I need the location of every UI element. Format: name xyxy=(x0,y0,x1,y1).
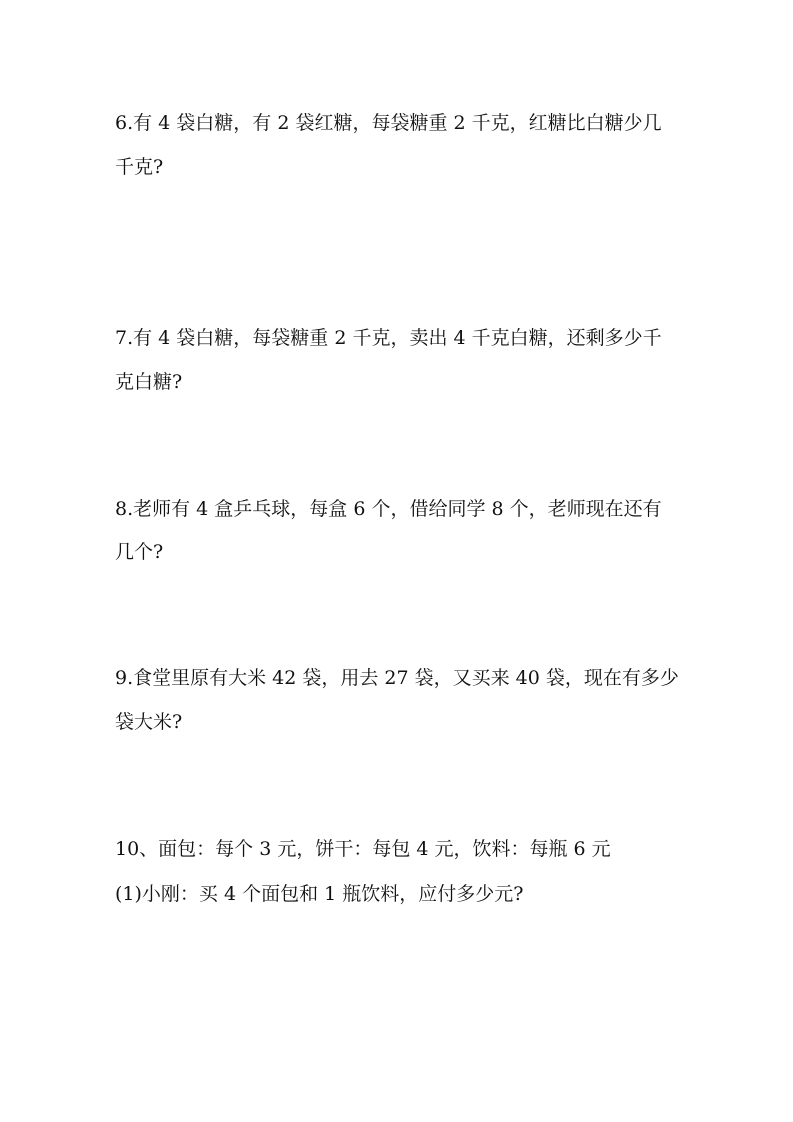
question-8-line-2: 几个? xyxy=(115,541,164,563)
question-10-part-1: (1)小刚：买 4 个面包和 1 瓶饮料，应付多少元? xyxy=(115,883,524,905)
question-9-line-1: 9.食堂里原有大米 42 袋，用去 27 袋，又买来 40 袋，现在有多少 xyxy=(115,667,679,689)
question-7-line-1: 7.有 4 袋白糖，每袋糖重 2 千克，卖出 4 千克白糖，还剩多少千 xyxy=(115,327,662,349)
question-7-line-2: 克白糖? xyxy=(115,371,183,393)
question-6-line-2: 千克? xyxy=(115,156,164,178)
question-6-line-1: 6.有 4 袋白糖，有 2 袋红糖，每袋糖重 2 千克，红糖比白糖少几 xyxy=(115,112,662,134)
question-8-line-1: 8.老师有 4 盒乒乓球，每盒 6 个，借给同学 8 个，老师现在还有 xyxy=(115,498,662,520)
question-9-line-2: 袋大米? xyxy=(115,711,183,733)
question-10-prices: 10、面包：每个 3 元，饼干：每包 4 元，饮料：每瓶 6 元 xyxy=(115,838,611,860)
